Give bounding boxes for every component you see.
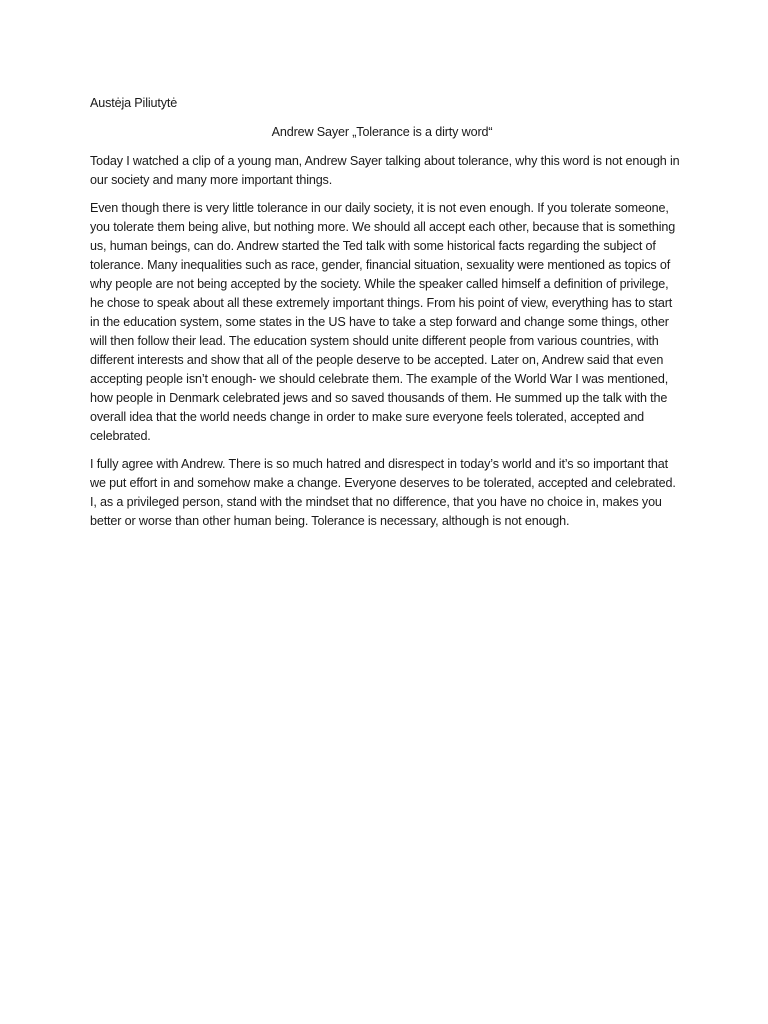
paragraph-intro: Today I watched a clip of a young man, Andrew Sayer talking about tolerance, why this word is not enough in our society and many more important things. [90,154,680,187]
author-name: Austėja Piliutytė [90,96,178,110]
document-title: Andrew Sayer „Tolerance is a dirty word“ [271,125,493,139]
paragraph-summary: Even though there is very little tolerance in our daily society, it is not even enough. If you tolerate someone, you tolerate them being alive, but nothing more. We should all accept each other, because that is something us, human beings, can do. Andrew started the Ted talk with some historical facts regarding the subject of tolerance. Many inequalities such as race, gender, financial situation, sexuality were mentioned as topics of why people are not being accepted by the society. While the speaker called himself a definition of privilege, he chose to speak about all these extremely important things. From his point of view, everything has to start in the education system, some states in the US have to take a step forward and change some things, other will then follow their lead. The education system should unite different people from various countries, with different interests and show that all of the people deserve to be accepted. Later on, Andrew said that even accepting people isn’t enough- we should celebrate them. The example of the World War I was mentioned, how people in Denmark celebrated jews and so saved thousands of them. He summed up the talk with the overall idea that the world needs change in order to make sure everyone feels tolerated, accepted and celebrated. [90,201,676,443]
document-body [90,94,680,540]
paragraph-opinion: I fully agree with Andrew. There is so much hatred and disrespect in today’s world and it’s so important that we put effort in and somehow make a change. Everyone deserves to be tolerated, accepted and celebrated. I, as a privileged person, stand with the mindset that no difference, that you have no choice in, makes you better or worse than other human being. Tolerance is necessary, although is not enough. [90,457,676,528]
